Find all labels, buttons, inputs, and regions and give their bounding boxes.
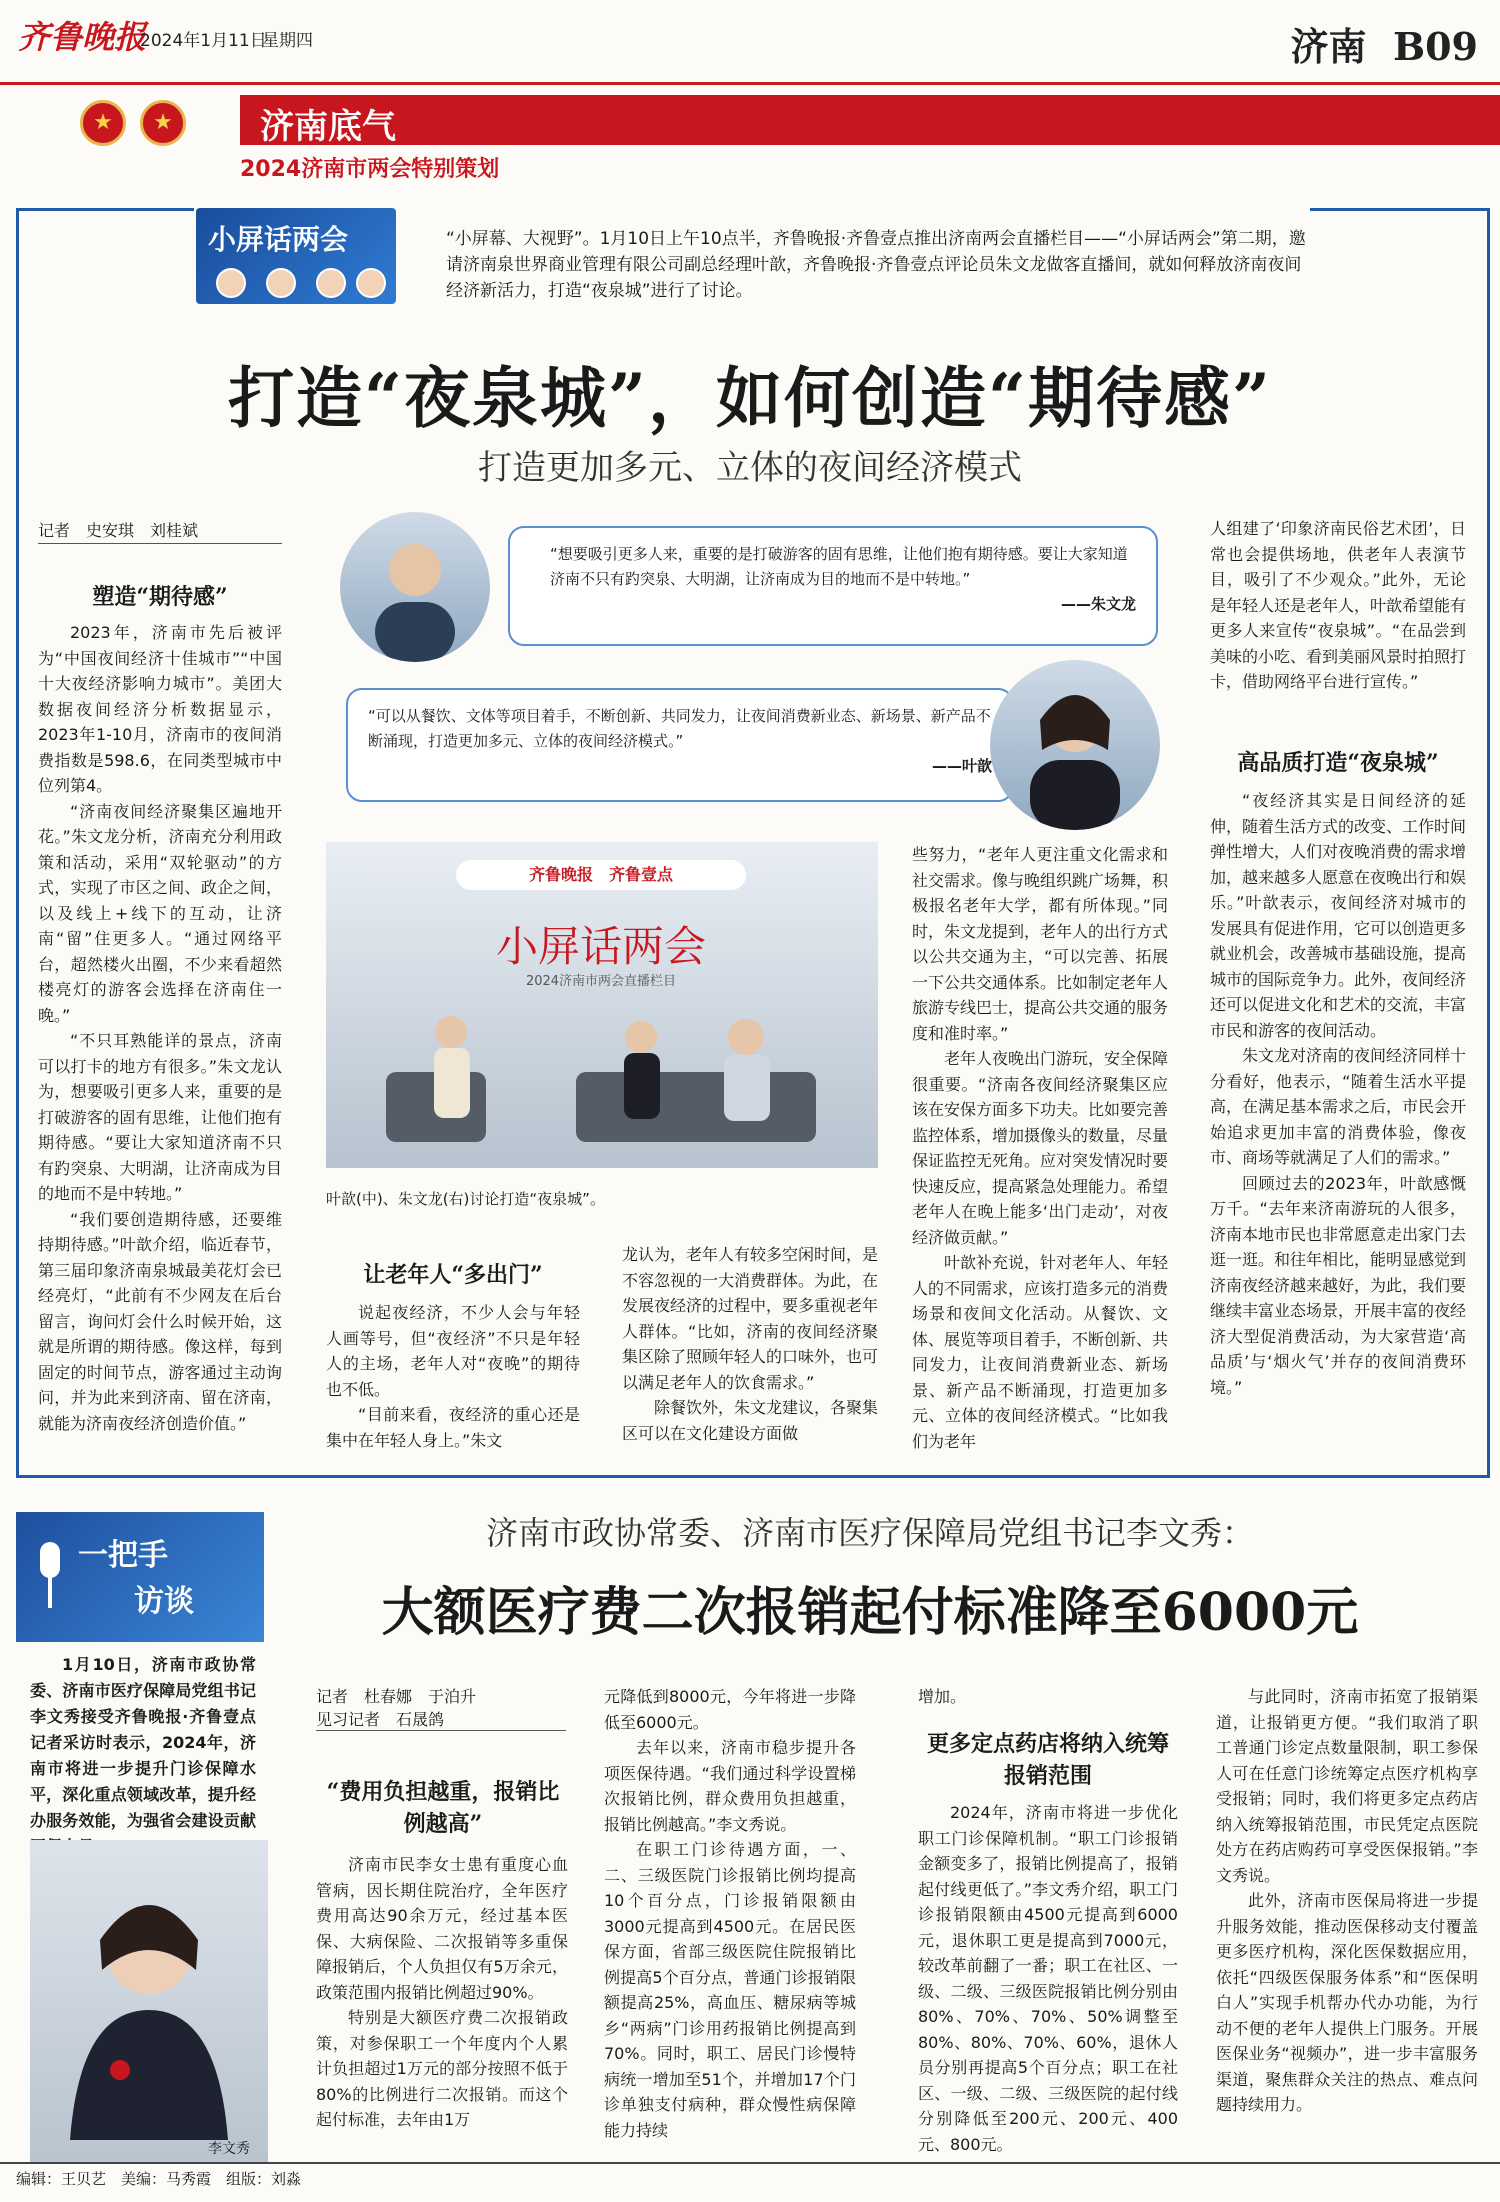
avatar [356,268,386,298]
issue-weekday: 星期四 [262,31,313,51]
interview-intro: 1月10日，济南市政协常委、济南市医疗保障局党组书记李文秀接受齐鲁晚报·齐鲁壹点记者采访时表示，2024年，济南市将进一步提升门诊保障水平，深化重点领域改革，提升经办服务效能，为强省会建设贡献 [30,1655,256,1830]
interview-logo [16,1512,264,1642]
article2-byline [316,1684,566,1733]
photo-banner: 齐鲁晚报 齐鲁壹点 [456,860,746,890]
paragraph: 回顾过去的2023年，叶歆感慨万千。“去年来济南游玩的人很多，济南本地市民也非常愿意走出家门去逛一逛。和往年相比，能明显感觉到济南夜经济越来越好，为此，我们要继续丰富业态场景，开展丰富的夜经济大型促消费活动，为大家营造‘高品质’与‘烟火气’并存的夜间消费环境。” [1210,1173,1467,1397]
quote-box-ye [346,688,1014,802]
article1-column-3 [622,1242,878,1446]
photo-caption: 叶歆(中)、朱文龙(右)讨论打造“夜泉城”。 [326,1190,605,1208]
paragraph: “目前来看，夜经济的重心还是集中在年轻人身上。”朱文 [326,1405,580,1450]
interview-logo-line1: 一把手 [78,1538,168,1573]
paragraph: 人组建了‘印象济南民俗艺术团’，日常也会提供场地，供老年人表演节目，吸引了不少观众。”此外，无论是年轻人还是老年人，叶歆希望能有更多人来宣传“夜泉城”。“在品尝到美味的小吃、看到美丽风景时拍照打卡，借助网络平台进行宣传。” [1210,519,1467,691]
studio-scene [326,992,878,1168]
page-number: B09 [1393,24,1478,69]
article2-column-1 [316,1852,568,2133]
article2-column-3b [918,1800,1178,2157]
article1-column-5a [1210,516,1466,695]
paragraph: “夜经济其实是日间经济的延伸，随着生活方式的改变、工作时间弹性增大，人们对夜晚消费的需求增加，越来越多人愿意在夜晚出行和娱乐。”叶歆表示，夜间经济对城市的发展具有促进作用，它可以创造更多就业机会，改善城市基础设施，提高城市的国际竞争力。此外，夜间经济还可以促进文化和艺术的交流，丰富市民和游客的夜间活动。 [1210,791,1467,1040]
paragraph: 与此同时，济南市拓宽了报销渠道，让报销更方便。“我们取消了职工普通门诊定点数量限制，职工参保人可在任意门诊统筹定点医疗机构享受报销；同时，我们将更多定点药店纳入统筹报销范围，市民凭定点医院处方在药店购药可享受医保报销。”李文秀说。 [1216,1687,1478,1885]
header-rule [0,82,1500,85]
article1-subheadline: 打造更加多元、立体的夜间经济模式 [478,448,1022,488]
paragraph: 元降低到8000元，今年将进一步降低至6000元。 [604,1687,856,1732]
paragraph: “济南夜间经济聚集区遍地开花。”朱文龙分析，济南充分利用政策和活动，采用“双轮驱动”的方式，实现了市区之间、政企之间，以及线上+线下的互动，让济南“留”住更多人。“通过网络平台，超然楼火出圈，不少来看超然楼亮灯的游客会选择在济南住一晚。” [38,801,282,1025]
article1-intro: “小屏幕、大视野”。1月10日上午10点半，齐鲁晚报·齐鲁壹点推出济南两会直播栏目——“小屏话两会”第二期，邀请济南泉世界商业管理有限公司副总经理叶歆，齐鲁晚报·齐鲁壹点评论员朱文龙做客直播间，就如何释放济南夜间经济新活力，打造“夜泉城”进行了讨论。 [446,229,1306,301]
photo-show-title: 小屏话两会 [495,922,706,971]
paragraph: “我们要创造期待感，还要维持期待感。”叶歆介绍，临近春节，第三届印象济南泉城最美花灯会已经亮灯，“此前有不少网友在后台留言，询问灯会什么时候开始，这就是所谓的期待感。像这样，每到固定的时间节点，游客通过主动询问，并为此来到济南、留在济南，就能为济南夜经济创造价值。” [38,1209,282,1433]
frame-rule [1310,208,1490,211]
paragraph: 些努力，“老年人更注重文化需求和社交需求。像与晚组织跳广场舞，积极报名老年大学，都有所体现。”同时，朱文龙提到，老年人的出行方式以公共交通为主，“可以完善、拓展一下公共交通体系。比如制定老年人旅游专线巴士，提高公共交通的服务度和准时率。” [912,845,1169,1043]
column-logo-text: 小屏话两会 [208,223,349,256]
avatar [216,268,246,298]
frame-rule [16,208,194,211]
subhead-burden: “费用负担越重，报销比例越高” [326,1779,560,1837]
article2-column-2 [604,1684,856,2143]
quote-source: ——朱文龙 [1060,595,1136,613]
byline-intern: 见习记者 石晟鸽 [316,1707,566,1731]
article1-column-1 [38,620,282,1436]
editor-credits: 编辑：王贝艺 美编：马秀霞 组版：刘淼 [16,2170,302,2188]
quote-box-zhu [508,526,1158,646]
section-page [1291,16,1478,71]
photo-show-subtitle: 2024济南市两会直播栏目 [525,974,677,989]
paragraph: 龙认为，老年人有较多空闲时间，是不容忽视的一大消费群体。为此，在发展夜经济的过程中，要多重视老年人群体。“比如，济南的夜间经济聚集区除了照顾年轻人的口味外，也可以满足老年人的饮食需求。” [622,1245,879,1392]
section-name: 济南 [1290,24,1367,69]
avatar [266,268,296,298]
paragraph: 特别是大额医疗费二次报销政策，对参保职工一个年度内个人累计负担超过1万元的部分按照不低于80%的比例进行二次报销。而这个起付标准，去年由1万 [316,2008,568,2129]
paragraph: 老年人夜晚出门游玩，安全保障很重要。“济南各夜间经济聚集区应该在安保方面多下功夫。比如要完善监控体系，增加摄像头的数量，尽量保证监控无死角。应对突发情况时要快速反应，提高紧急处理能力。希望老年人在晚上能多‘出门走动’，对夜经济做贡献。” [912,1049,1169,1247]
subhead-pharmacy: 更多定点药店将纳入统筹报销范围 [926,1731,1169,1789]
person-photo [990,660,1160,830]
article1-column-5b [1210,788,1466,1400]
zhu-wenlong-portrait [340,512,490,662]
paragraph: “不只耳熟能详的景点，济南可以打卡的地方有很多。”朱文龙认为，想要吸引更多人来，重要的是打破游客的固有思维，让他们抱有期待感。“要让大家知道济南不只有趵突泉、大明湖，让济南成为目的地而不是中转地。” [38,1031,282,1203]
paragraph: 2023年，济南市先后被评为“中国夜间经济十佳城市”“中国十大夜经济影响力城市”。美团大数据夜间经济分析数据显示，2023年1-10月，济南市的夜间消费指数是598.6，在同类型城市中位列第4。 [38,623,282,795]
subhead-anticipation: 塑造“期待感” [92,584,228,610]
paragraph: 去年以来，济南市稳步提升各项医保待遇。“我们通过科学设置梯次报销比例，群众费用负担越重，报销比例越高。”李文秀说。 [604,1738,856,1834]
quote-source: ——叶歆 [931,757,992,775]
paragraph: 此外，济南市医保局将进一步提升服务效能，推动医保移动支付覆盖更多医疗机构，深化医保数据应用，依托“四级医保服务体系”和“医保明白人”实现手机帮办代办功能，为行动不便的老年人提供上门服务。开展医保业务“视频办”，进一步丰富服务渠道，聚焦群众关注的热点、难点问题持续用力。 [1216,1891,1478,2114]
avatar [316,268,346,298]
li-wenxiu-photo [30,1840,268,2162]
issue-date: 2024年1月11日 [140,31,267,51]
paragraph: 济南市民李女士患有重度心血管病，因长期住院治疗，全年医疗费用高达90余万元，经过基本医保、大病保险、二次报销等多重保障报销后，个人负担仅有5万余元，政策范围内报销比例超过90%。 [316,1855,568,2002]
article1-headline: 打造“夜泉城”，如何创造“期待感” [228,359,1272,437]
article2-kicker: 济南市政协常委、济南市医疗保障局党组书记李文秀： [485,1514,1254,1552]
byline-reporters: 记者 杜春娜 于泊升 [316,1687,477,1706]
channel-bar [240,95,1500,145]
article2-headline: 大额医疗费二次报销起付标准降至6000元 [381,1582,1359,1643]
paragraph: 增加。 [918,1687,967,1706]
paragraph: 除餐饮外，朱文龙建议，各聚集区可以在文化建设方面做 [622,1398,879,1443]
article1-column-4 [912,842,1168,1454]
person-photo [30,1840,268,2140]
photo-name-label: 李文秀 [208,2141,250,2157]
microphone-icon [30,1542,70,1622]
paragraph: 2024年，济南市将进一步优化职工门诊保障机制。“职工门诊报销金额变多了，报销比例提高了，报销起付线更低了。”李文秀介绍，职工门诊报销限额由4500元提高到6000元，退休职工更是提高到7000元，较改革前翻了一番；职工在社区、一级、二级、三级医院报销比例分别由80%、70%、70%、50%调整至80%、80%、70%、60%，退休人员分别再提高5个百分点；职工在社区、一级、二级、三级医院的起付线分别降低至200元、200元、400元、800元。 [918,1803,1178,2154]
interview-logo-line2: 访谈 [134,1584,194,1619]
national-emblem-icon [80,100,126,146]
ye-xin-portrait [990,660,1160,830]
footer-rule [0,2162,1500,2164]
studio-photo [326,842,878,1168]
subhead-high-quality: 高品质打造“夜泉城” [1237,750,1439,776]
paragraph: 朱文龙对济南的夜间经济同样十分看好，他表示，“随着生活水平提高，在满足基本需求之后，市民会开始追求更加丰富的消费体验，像夜市、商场等就满足了人们的需求。” [1210,1046,1467,1167]
person-photo [340,512,490,662]
masthead: 齐鲁晚报 [18,18,147,56]
paragraph: 叶歆补充说，针对老年人、年轻人的不同需求，应该打造多元的消费场景和夜间文化活动。从餐饮、文体、展览等项目着手，不断创新、共同发力，让夜间消费新业态、新场景、新产品不断涌现，打造更加多元、立体的夜间经济模式。“比如我们为老年 [912,1253,1169,1451]
article2-column-3 [918,1684,1178,1710]
subhead-elderly: 让老年人“多出门” [363,1262,543,1288]
paragraph: 在职工门诊待遇方面，一、二、三级医院门诊报销比例均提高10个百分点，门诊报销限额由3000元提高到4500元。在居民医保方面，省部三级医院住院报销比例提高5个百分点，普通门诊报销限额提高25%，高血压、糖尿病等城乡“两病”门诊用药报销比例提高到70%。同时，职工、居民门诊慢特病统一增加至51个，并增加17个门诊单独支付病种，群众慢性病保障能力持续 [604,1840,856,2140]
quote-text: “想要吸引更多人来，重要的是打破游客的固有思维，让他们抱有期待感。要让大家知道济南不只有趵突泉、大明湖，让济南成为目的地而不是中转地。” [550,545,1128,588]
channel-title: 济南底气 [260,107,396,147]
article1-column-2 [326,1300,580,1453]
article2-column-4 [1216,1684,1478,2118]
cppcc-emblem-icon [140,100,186,146]
quote-text: “可以从餐饮、文体等项目着手，不断创新、共同发力，让夜间消费新业态、新场景、新产品不断涌现，打造更加多元、立体的夜间经济模式。” [368,707,991,750]
paragraph: 说起夜经济，不少人会与年轻人画等号，但“夜经济”不只是年轻人的主场，老年人对“夜晚”的期待也不低。 [326,1303,580,1399]
article1-byline: 记者 史安琪 刘桂斌 [38,518,282,544]
special-title: 2024济南市两会特别策划 [240,157,500,182]
column-logo [196,208,396,304]
